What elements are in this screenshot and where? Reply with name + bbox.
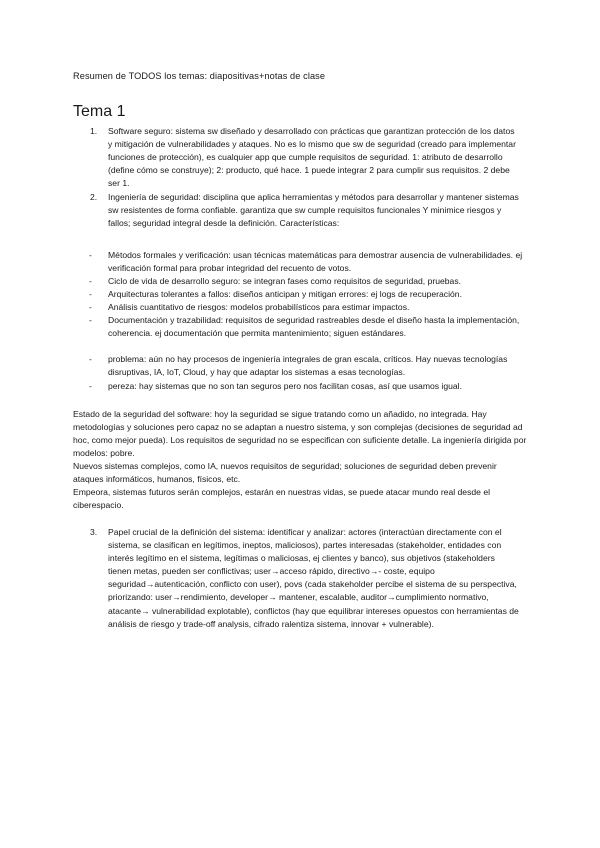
bullet-item: Documentación y trazabilidad: requisitos de seguridad rastreables desde el diseño hasta la implementación, coherencia. ej documentación que permita mantenimiento; siguen estándares.	[108, 315, 520, 339]
bullet-mark: -	[89, 354, 92, 364]
bullet-mark: -	[89, 302, 92, 312]
bullet-mark: -	[89, 381, 92, 391]
paragraph-nuevos: Nuevos sistemas complejos, como IA, nuevos requisitos de seguridad; soluciones de seguridad deben prevenir ataques informáticos, humanos, físicos, etc.	[73, 461, 497, 485]
item-number: 3.	[90, 527, 98, 537]
item-text: Software seguro: sistema sw diseñado y desarrollado con prácticas que garantizan protección de los datos y mitigación de vulnerabilidades y ataques. No es lo mismo que sw de seguridad (creado para implementar funciones de protección), es cualquier app que cumple requisitos de seguridad. 1: atributo de desarrollo (define cómo se construye); 2: producto, qué hace. 1 puede integrar 2 para cumplir sus requisitos. 2 debe ser 1.	[108, 126, 516, 189]
section-heading: Tema 1	[73, 103, 126, 120]
bullet-item: pereza: hay sistemas que no son tan seguros pero nos facilitan cosas, así que usamos igual.	[108, 381, 462, 391]
numbered-item-2	[90, 191, 520, 230]
bullet-mark: -	[89, 289, 92, 299]
bullet-item: Ciclo de vida de desarrollo seguro: se integran fases como requisitos de seguridad, pruebas.	[108, 276, 462, 286]
item-text: Papel crucial de la definición del sistema: identificar y analizar: actores (interactúan directamente con el sistema, se clasifican en legítimos, ineptos, maliciosos), partes interesadas (stakeholder, entidades con interés legítimo en el sistema, legítimas o maliciosas, ej clientes y banco), sus objetivos (stakeholders tienen metas, pueden ser conflictivas; user→acceso rápido, directivo→- coste, equipo seguridad→autenticación, conflicto con user), povs (cada stakeholder percibe el sistema de su perspectiva, priorizando: user→rendimiento, developer→ mantener, escalable, auditor→cumplimiento normativo, atacante→ vulnerabilidad explotable), conflictos (hay que equilibrar intereses opuestos con herramientas de análisis de riesgo y trade-off analysis, cifrado ralentiza sistema, innovar + vulnerable).	[108, 527, 519, 629]
bullet-mark: -	[89, 276, 92, 286]
paragraph-estado: Estado de la seguridad del software: hoy la seguridad se sigue tratando como un añadido, no integrada. Hay metodologías y soluciones pero capaz no se adaptan a nuestro sistema, y son complejas (decisiones de seguridad ad hoc, como mejor pueda). Los requisitos de seguridad no se especifican con suficiente detalle. La ingeniería dirigida por modelos: pobre.	[73, 409, 527, 459]
item-number: 2.	[90, 192, 98, 202]
bullet-item: Análisis cuantitativo de riesgos: modelos probabilísticos para estimar impactos.	[108, 302, 410, 312]
item-text: Ingeniería de seguridad: disciplina que aplica herramientas y métodos para desarrollar y mantener sistemas sw resistentes de forma confiable. garantiza que sw cumple requisitos funcionales Y minimice riesgos y fallos; seguridad integral desde la definición. Características:	[108, 192, 519, 229]
bullet-item: Métodos formales y verificación: usan técnicas matemáticas para demostrar ausencia de vulnerabilidades. ej verificación formal para probar integridad del recuento de votos.	[108, 250, 523, 274]
bullet-item: Arquitecturas tolerantes a fallos: diseños anticipan y mitigan errores: ej logs de recuperación.	[108, 289, 462, 299]
bullet-mark: -	[89, 315, 92, 325]
paragraph-empeora: Empeora, sistemas futuros serán complejos, estarán en nuestras vidas, se puede atacar mundo real desde el ciberespacio.	[73, 487, 491, 511]
numbered-item-3	[90, 526, 520, 631]
item-number: 1.	[90, 126, 98, 136]
document-subtitle: Resumen de TODOS los temas: diapositivas+notas de clase	[73, 71, 326, 81]
bullet-item: problema: aún no hay procesos de ingeniería integrales de gran escala, críticos. Hay nuevas tecnologías disruptivas, IA, IoT, Cloud, y hay que adaptar los sistemas a esas tecnologías.	[108, 354, 508, 378]
bullet-mark: -	[89, 250, 92, 260]
numbered-item-1	[90, 125, 520, 190]
